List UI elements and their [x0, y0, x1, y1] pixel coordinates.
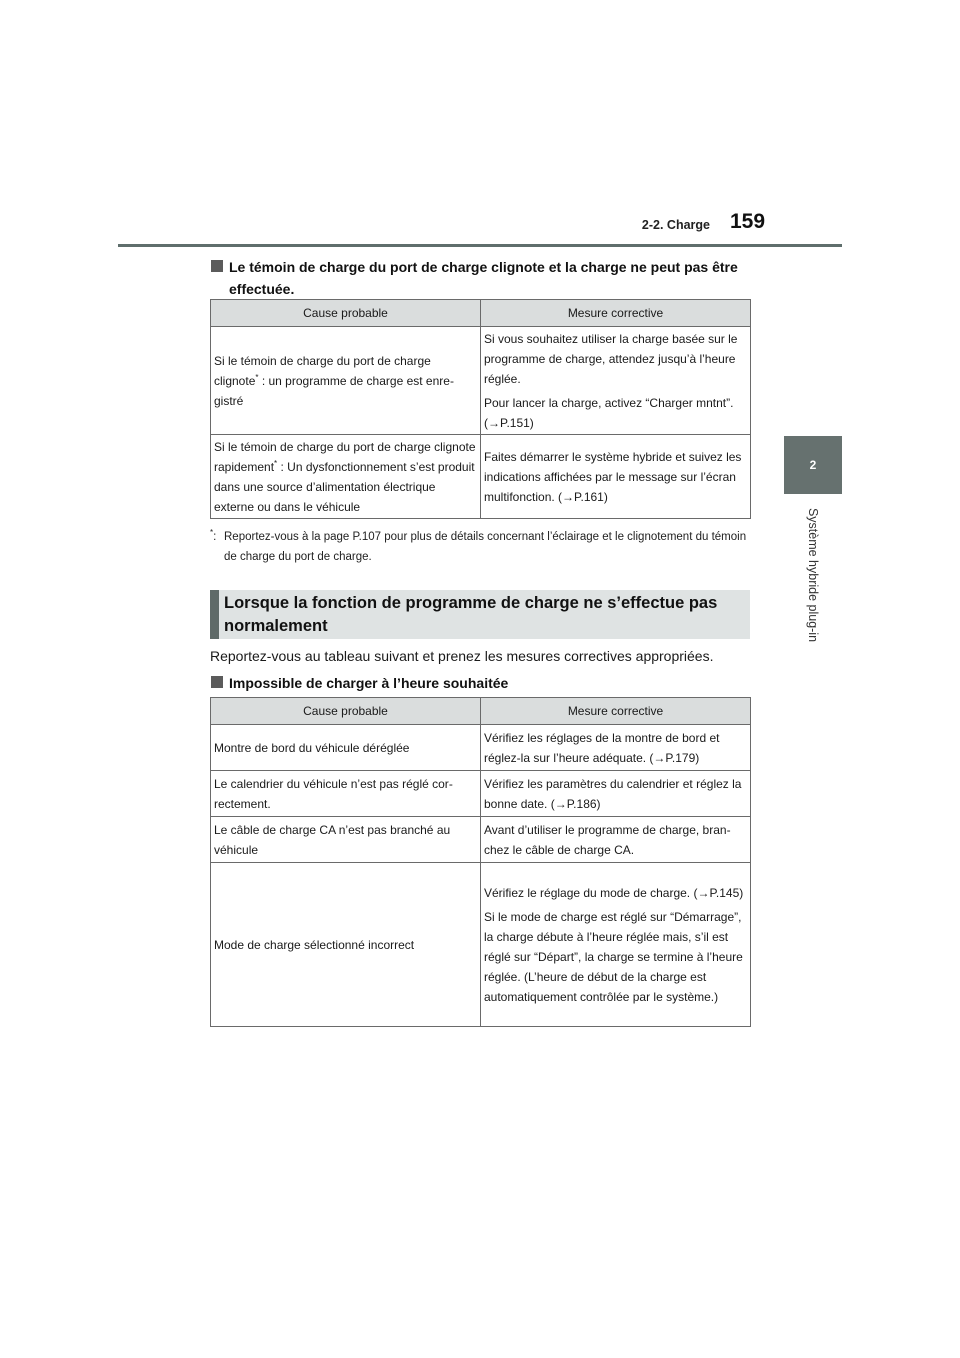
- col-header-fix: Mesure corrective: [481, 698, 751, 725]
- fix-text: Vérifiez les paramètres du calendrier et réglez la bonne date. (→P.186): [484, 776, 742, 811]
- col-header-fix: Mesure corrective: [481, 300, 751, 327]
- cause-cell: Le câble de charge CA n’est pas branché au véhicule: [211, 817, 481, 863]
- table-header-row: [211, 698, 751, 725]
- section2-title: Lorsque la fonction de programme de charge ne s’effectue pas normalement: [224, 594, 718, 635]
- header-divider: [118, 244, 842, 247]
- fix-text: Pour lancer la charge, activez “Charger mntnt”. (→P.151): [484, 395, 734, 430]
- footnote-marker: *:: [210, 528, 217, 543]
- fix-text: Vérifiez le réglage du mode de charge. (→P.145): [484, 885, 744, 900]
- table-row: [211, 817, 751, 863]
- section-title: 2-2. Charge: [641, 218, 710, 232]
- cause-cell: [211, 435, 481, 519]
- footnote-text: Reportez-vous à la page P.107 pour plus de détails concernant l’éclairage et le clignotement du témoin de charge du port de charge.: [224, 531, 747, 563]
- section2-table: [210, 697, 751, 1027]
- section1-table: [210, 299, 751, 519]
- page-number: 159: [730, 210, 766, 233]
- chapter-title: Système hybride plug-in: [806, 507, 820, 643]
- table-row: [211, 863, 751, 1027]
- section1-heading: [211, 256, 751, 300]
- section2-title-band: [210, 590, 750, 639]
- fix-cell: [481, 817, 751, 863]
- fix-cell: [481, 327, 751, 435]
- table-header-row: [211, 300, 751, 327]
- cause-text-cont: : Un dysfonctionnement s’est produit dans une source d’alimentation électrique externe ou dans le véhicule: [214, 459, 475, 514]
- cause-text: Si le témoin de charge du port de charge clignote: [214, 353, 431, 388]
- title-accent-bar: [210, 590, 219, 639]
- footnote-ref: *: [255, 372, 259, 382]
- fix-cell: [481, 725, 751, 771]
- cause-cell: [211, 327, 481, 435]
- cause-cell: Mode de charge sélectionné incorrect: [211, 863, 481, 1027]
- cause-text: Si le témoin de charge du port de charge clignote rapidement: [214, 439, 476, 474]
- table-row: [211, 435, 751, 519]
- section2-intro: Reportez-vous au tableau suivant et prenez les mesures correctives appropriées.: [210, 648, 714, 664]
- col-header-cause: Cause probable: [211, 698, 481, 725]
- footnote: [210, 527, 750, 567]
- fix-cell: [481, 771, 751, 817]
- fix-cell: [481, 863, 751, 1027]
- fix-text: Avant d’utiliser le programme de charge, branchez le câble de charge CA.: [484, 822, 731, 857]
- square-bullet-icon: [211, 676, 223, 688]
- chapter-tab: [784, 436, 842, 494]
- table-row: [211, 725, 751, 771]
- section2-subheading-text: Impossible de charger à l’heure souhaitée: [229, 675, 509, 691]
- square-bullet-icon: [211, 260, 223, 272]
- footnote-ref: *: [274, 458, 278, 468]
- col-header-cause: Cause probable: [211, 300, 481, 327]
- section2-subheading: [211, 672, 751, 694]
- chapter-number: 2: [809, 458, 817, 472]
- fix-text: Faites démarrer le système hybride et suivez les indications affichées par le message sur l’écran multifonction. (→P.161): [484, 449, 742, 504]
- cause-cell: Montre de bord du véhicule déréglée: [211, 725, 481, 771]
- fix-text: Si vous souhaitez utiliser la charge basée sur le programme de charge, attendez jusqu’à l’heure réglée.: [484, 331, 738, 386]
- cause-cell: Le calendrier du véhicule n’est pas réglé correctement.: [211, 771, 481, 817]
- fix-cell: [481, 435, 751, 519]
- table-row: [211, 327, 751, 435]
- fix-text: Si le mode de charge est réglé sur “Démarrage”, la charge débute à l’heure réglée mais, s’il est réglé sur “Départ”, la charge se termine à l’heure réglée. (L’heure de début de la charge est automatiquement contrôlée par le système.): [484, 909, 743, 1004]
- cause-text-cont: : un programme de charge est enregistré: [214, 373, 454, 408]
- section1-heading-text: Le témoin de charge du port de charge clignote et la charge ne peut pas être effectuée.: [229, 259, 738, 297]
- fix-text: Vérifiez les réglages de la montre de bord et réglez-la sur l’heure adéquate. (→P.179): [484, 730, 720, 765]
- table-row: [211, 771, 751, 817]
